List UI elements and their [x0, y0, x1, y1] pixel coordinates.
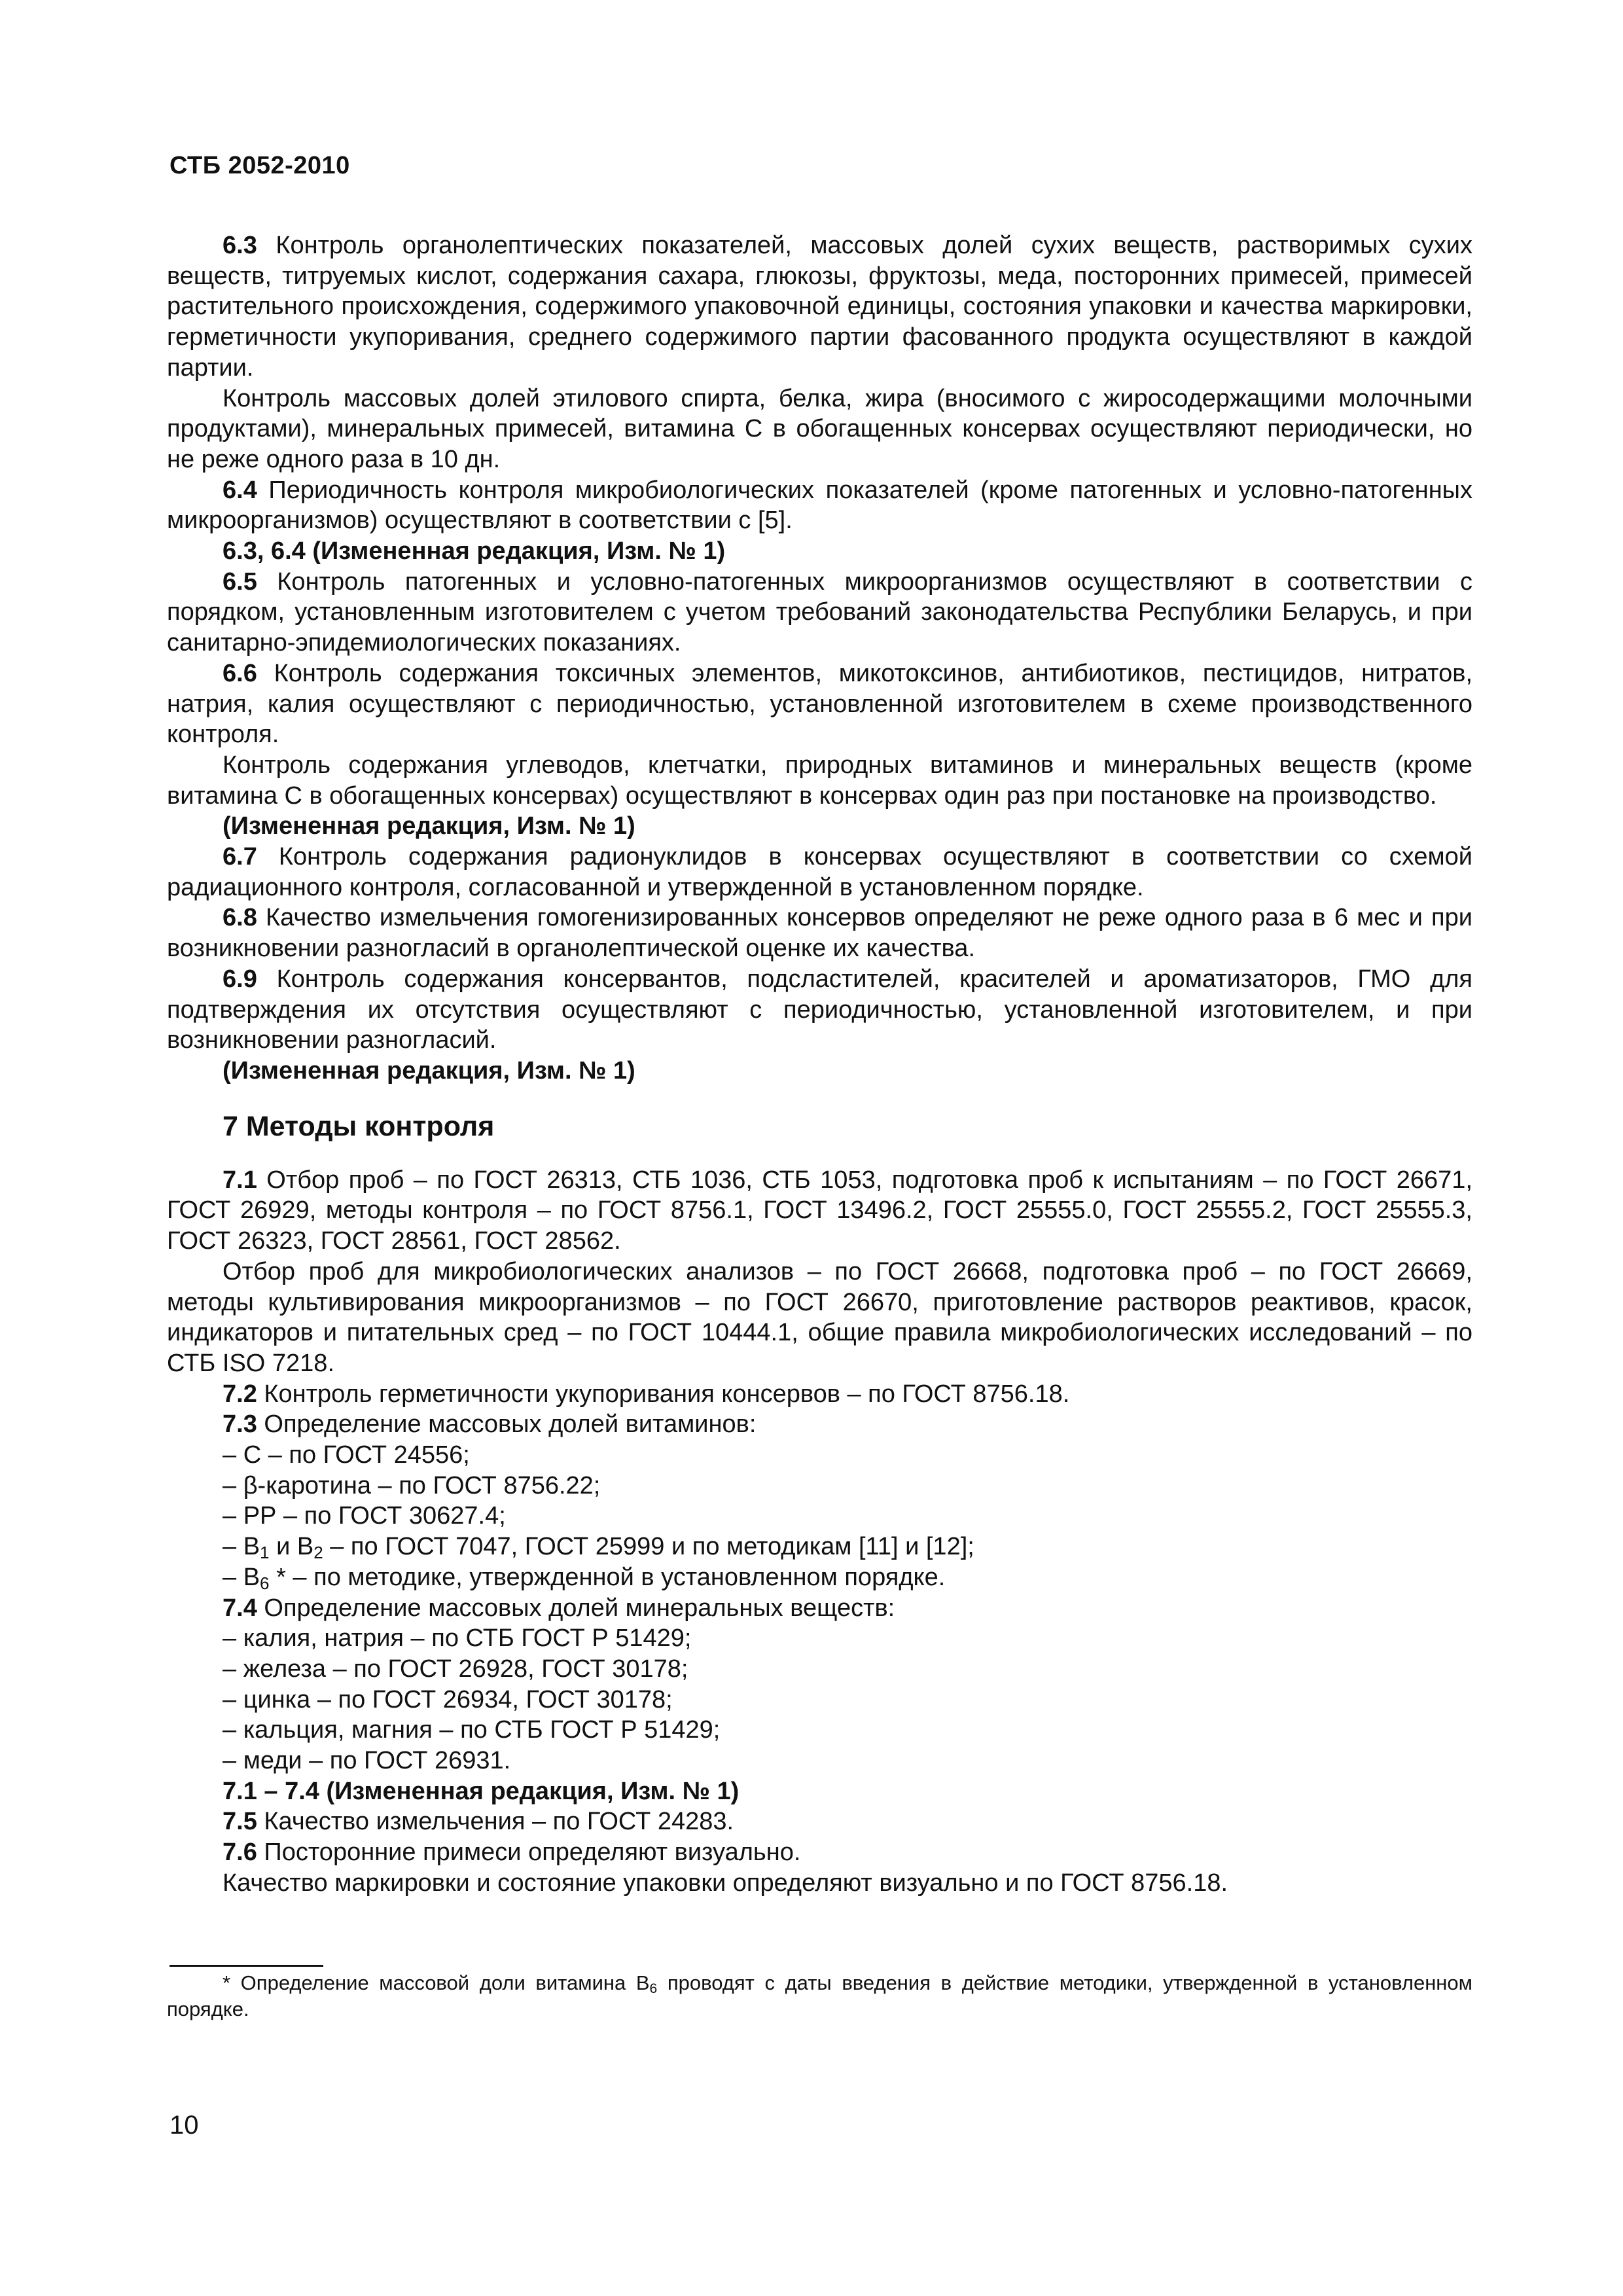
paragraph-7-3: 7.3 Определение массовых долей витаминов: — [223, 1410, 757, 1439]
paragraph-6-7: 6.7 Контроль содержания радионуклидов в консервах осуществляют в соответствии со схемой радиационного контроля, согласованной и утвержденной в установленном порядке. — [167, 843, 1472, 901]
paragraph-7-1: 7.1 Отбор проб – по ГОСТ 26313, СТБ 1036, СТБ 1053, подготовка проб к испытаниям – по ГОСТ 26671, ГОСТ 26929, методы контроля – по ГОСТ 8756.1, ГОСТ 13496.2, ГОСТ 25555.0, ГОСТ 25555.2, ГОСТ 25555.3, ГОСТ 26323, ГОСТ 28561, ГОСТ 28562. — [167, 1166, 1472, 1255]
clause-number: 6.3 — [223, 232, 257, 259]
clause-number: 6.9 — [223, 965, 257, 993]
clause-number: 6.7 — [223, 843, 257, 871]
clause-number: 6.6 — [223, 659, 257, 687]
paragraph-6-6-b: Контроль содержания углеводов, клетчатки, природных витаминов и минеральных веществ (кроме витамина С в обогащенных консервах) осуществляют в консервах один раз при постановке на производство. — [167, 751, 1472, 810]
clause-number: 6.8 — [223, 904, 257, 932]
list-item: – меди – по ГОСТ 26931. — [223, 1747, 511, 1775]
footnote: * Определение массовой доли витамина $В_6$ проводят с даты введения в действие методики, утвержденной в установленном порядке. — [167, 1971, 1472, 2020]
list-item: – $В_6$ * – по методике, утвержденной в установленном порядке. — [223, 1563, 946, 1593]
clause-number: 7.2 — [223, 1380, 257, 1408]
list-item: – кальция, магния – по СТБ ГОСТ Р 51429; — [223, 1716, 721, 1744]
page-number: 10 — [169, 2111, 199, 2140]
paragraph-6-8: 6.8 Качество измельчения гомогенизированных консервов определяют не реже одного раза в 6 мес и при возникновении разногласий в органолептической оценке их качества. — [167, 904, 1472, 963]
document-header: СТБ 2052-2010 — [169, 152, 350, 179]
paragraph-6-3-b: Контроль массовых долей этилового спирта, белка, жира (вносимого с жиросодержащими молочными продуктами), минеральных примесей, витамина С в обогащенных консервах осуществляют периодически, но не реже одного раза в 10 дн. — [167, 384, 1472, 473]
amendment-note: (Измененная редакция, Изм. № 1) — [223, 1056, 635, 1085]
paragraph-7-4: 7.4 Определение массовых долей минеральных веществ: — [223, 1594, 895, 1622]
clause-number: 7.5 — [223, 1808, 257, 1836]
clause-number: 7.1 — [223, 1166, 257, 1194]
list-item: – железа – по ГОСТ 26928, ГОСТ 30178; — [223, 1655, 688, 1683]
clause-number: 7.3 — [223, 1410, 257, 1439]
list-item: – цинка – по ГОСТ 26934, ГОСТ 30178; — [223, 1685, 673, 1713]
clause-number: 7.4 — [223, 1594, 257, 1622]
paragraph-7-2: 7.2 Контроль герметичности укупоривания консервов – по ГОСТ 8756.18. — [223, 1380, 1070, 1408]
paragraph-7-1-b: Отбор проб для микробиологических анализов – по ГОСТ 26668, подготовка проб – по ГОСТ 26669, методы культивирования микроорганизмов – по ГОСТ 26670, приготовление растворов реактивов, красок, индикаторов и питательных сред – по ГОСТ 10444.1, общие правила микробиологических исследований – по СТБ ISO 7218. — [167, 1257, 1472, 1377]
paragraph-6-5: 6.5 Контроль патогенных и условно-патогенных микроорганизмов осуществляют в соответствии с порядком, установленным изготовителем с учетом требований законодательства Республики Беларусь, и при санитарно-эпидемиологических показаниях. — [167, 567, 1472, 657]
clause-number: 6.5 — [223, 567, 257, 596]
amendment-note: 7.1 – 7.4 (Измененная редакция, Изм. № 1) — [223, 1777, 740, 1805]
paragraph-6-9: 6.9 Контроль содержания консервантов, подсластителей, красителей и ароматизаторов, ГМО для подтверждения их отсутствия осуществляют с периодичностью, установленной изготовителем, и при возникновении разногласий. — [167, 965, 1472, 1054]
paragraph-7-6: 7.6 Посторонние примеси определяют визуально. — [223, 1839, 801, 1867]
amendment-note: (Измененная редакция, Изм. № 1) — [223, 812, 635, 840]
amendment-note: 6.3, 6.4 (Измененная редакция, Изм. № 1) — [223, 537, 726, 565]
paragraph-7-5: 7.5 Качество измельчения – по ГОСТ 24283. — [223, 1808, 734, 1836]
list-item: – РР – по ГОСТ 30627.4; — [223, 1502, 506, 1530]
paragraph-6-6: 6.6 Контроль содержания токсичных элементов, микотоксинов, антибиотиков, пестицидов, нитратов, натрия, калия осуществляют с периодичностью, установленной изготовителем в схеме производственного контроля. — [167, 659, 1472, 749]
document-body — [167, 230, 1472, 1899]
paragraph-6-3: 6.3 Контроль органолептических показателей, массовых долей сухих веществ, растворимых сухих веществ, титруемых кислот, содержания сахара, глюкозы, фруктозы, меда, посторонних примесей, примесей растительного происхождения, содержимого упаковочной единицы, состояния упаковки и качества маркировки, герметичности укупоривания, среднего содержимого партии фасованного продукта осуществляют в каждой партии. — [167, 232, 1472, 382]
paragraph-7-6-b: Качество маркировки и состояние упаковки определяют визуально и по ГОСТ 8756.18. — [223, 1869, 1228, 1897]
footnote-divider — [169, 1965, 323, 1967]
section-7-heading: 7 Методы контроля — [223, 1110, 495, 1142]
list-item: – β-каротина – по ГОСТ 8756.22; — [223, 1471, 601, 1499]
list-item: – С – по ГОСТ 24556; — [223, 1441, 470, 1469]
list-item: – $В_1$ и $В_2$ – по ГОСТ 7047, ГОСТ 25999 и по методикам [11] и [12]; — [223, 1533, 974, 1563]
clause-number: 6.4 — [223, 476, 257, 504]
clause-number: 7.6 — [223, 1839, 257, 1867]
document-page — [167, 0, 1472, 2296]
list-item: – калия, натрия – по СТБ ГОСТ Р 51429; — [223, 1624, 692, 1653]
paragraph-6-4: 6.4 Периодичность контроля микробиологических показателей (кроме патогенных и условно-патогенных микроорганизмов) осуществляют в соответствии с [5]. — [167, 476, 1472, 535]
